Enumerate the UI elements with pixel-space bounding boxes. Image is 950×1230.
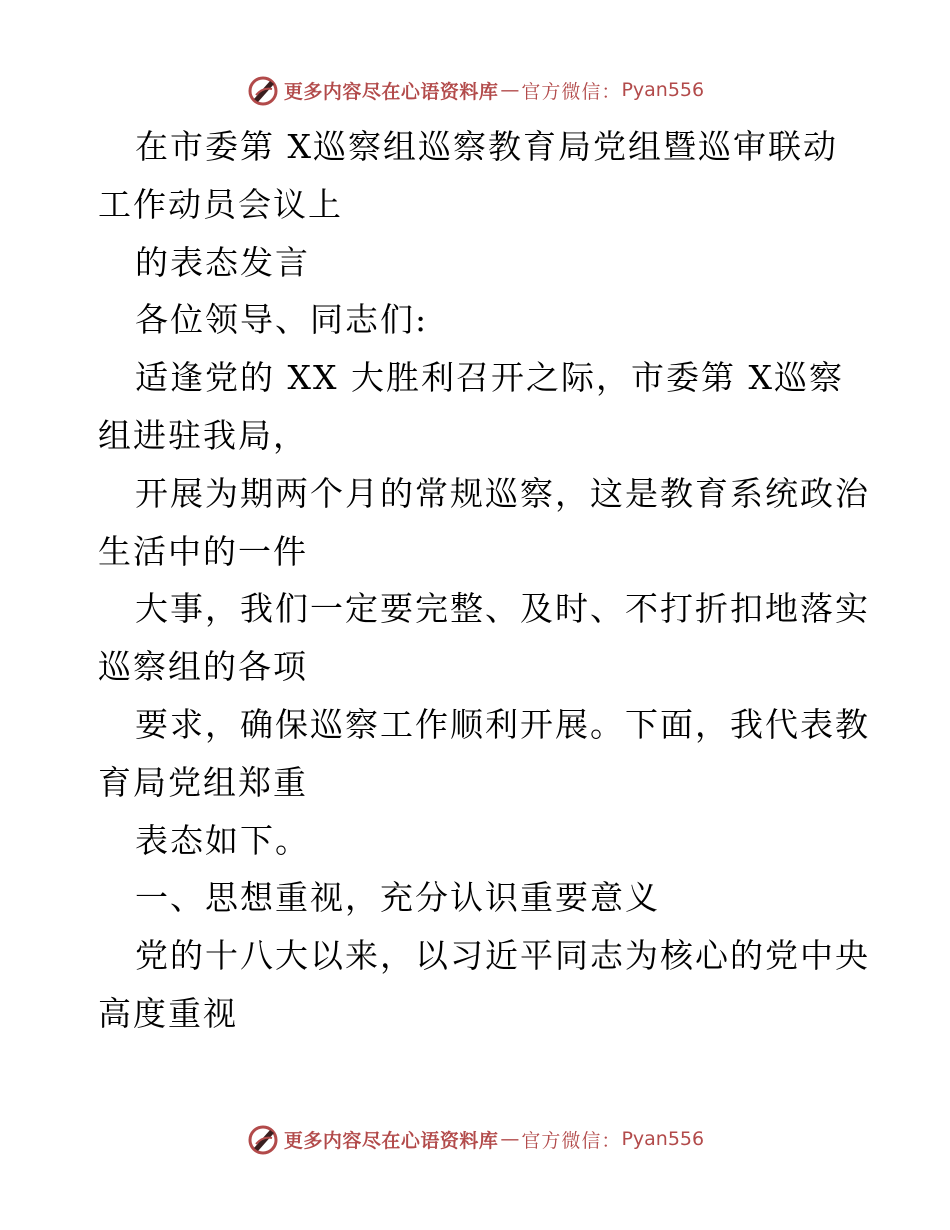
watermark-brand-text: 更多内容尽在心语资料库 [283, 80, 499, 103]
document-body [98, 118, 870, 1043]
document-line: 工作动员会议上 [98, 184, 343, 224]
document-line: 开展为期两个月的常规巡察，这是教育系统政治 [135, 473, 870, 513]
watermark-wechat-id: Pyan556 [621, 1128, 705, 1150]
document-line: 高度重视 [98, 993, 238, 1033]
brand-logo-icon [246, 73, 280, 107]
watermark-official-label: 官方微信： [521, 80, 622, 103]
watermark-dash: — [500, 1128, 520, 1150]
document-line: 组进驻我局， [98, 415, 308, 455]
watermark-brand-text: 更多内容尽在心语资料库 [283, 1129, 499, 1152]
document-line: 各位领导、同志们: [135, 300, 429, 340]
document-line: 表态如下。 [135, 820, 310, 860]
document-line: 一、思想重视，充分认识重要意义 [135, 878, 660, 918]
document-line: 的表态发言 [135, 242, 310, 282]
document-line: 巡察组的各项 [98, 647, 308, 687]
watermark-official-label: 官方微信： [521, 1129, 622, 1152]
document-line: 在市委第 X巡察组巡察教育局党组暨巡审联动 [135, 127, 838, 166]
document-line: 要求，确保巡察工作顺利开展。下面，我代表教 [135, 704, 870, 744]
document-line: 生活中的一件 [98, 531, 308, 571]
document-line: 适逢党的 XX 大胜利召开之际，市委第 X巡察 [135, 358, 844, 398]
brand-logo-icon [246, 1122, 280, 1156]
watermark-wechat-id: Pyan556 [621, 79, 705, 101]
document-line: 育局党组郑重 [98, 762, 308, 802]
document-line: 党的十八大以来，以习近平同志为核心的党中央 [135, 936, 870, 976]
footer-watermark-banner [0, 1119, 950, 1159]
header-watermark-banner [0, 70, 950, 110]
watermark-dash: — [500, 79, 520, 101]
document-line: 大事，我们一定要完整、及时、不打折扣地落实 [135, 589, 870, 629]
